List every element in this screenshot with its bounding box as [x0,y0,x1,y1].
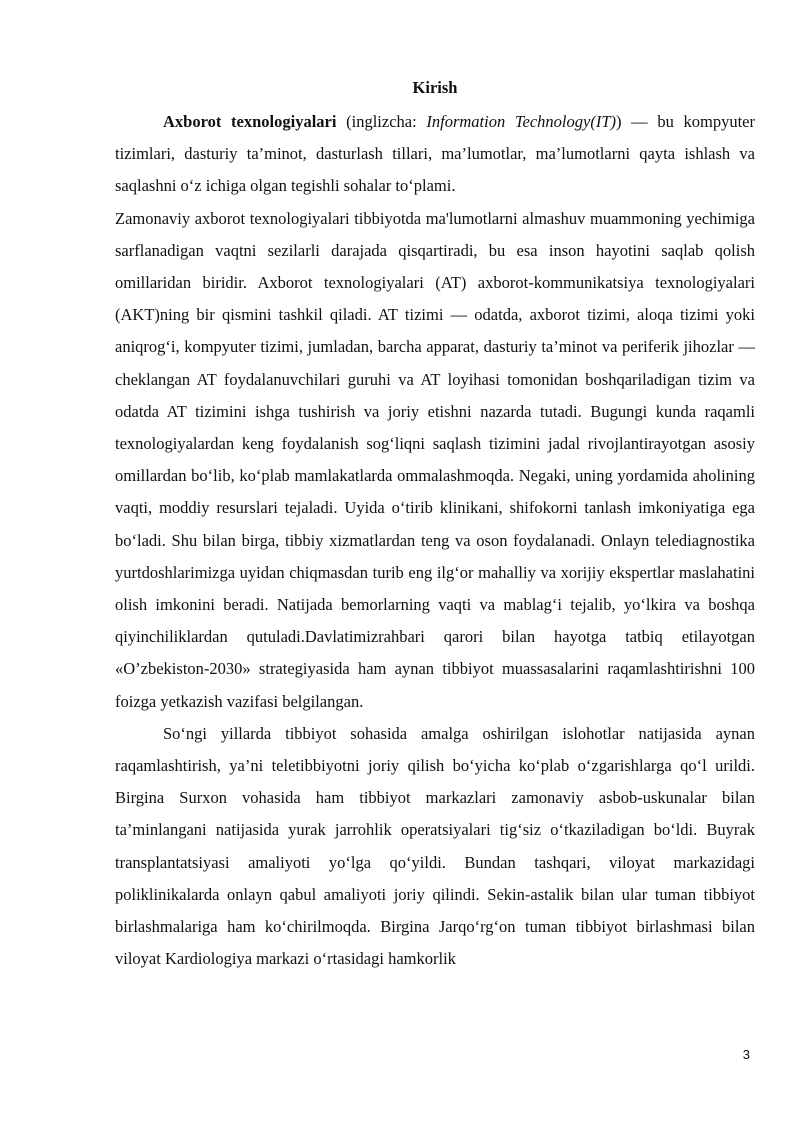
paragraph-songi-yillarda: So‘ngi yillarda tibbiyot sohasida amalga oshirilgan islohotlar natijasida aynan raqamlashtirish, ya’ni teletibbiyotni joriy qilish bo‘yicha ko‘plab o‘zgarishlarga qo‘l urildi. Birgina Surxon vohasida ham tibbiyot markazlari zamonaviy asbob-uskunalar bilan ta’minlangani natijasida yurak jarrohlik operatsiyalari tig‘siz o‘tkaziladigan bo‘ldi. Buyrak transplantatsiyasi amaliyoti yo‘lga qo‘yildi. Bundan tashqari, viloyat markazidagi poliklinikalarda onlayn qabul amaliyoti joriy qilindi. Sekin-astalik bilan ular tuman tibbiyot birlashmalariga ham ko‘chirilmoqda. Birgina Jarqo‘rg‘on tuman tibbiyot birlashmasi bilan viloyat Kardiologiya markazi o‘rtasidagi hamkorlik [115,723,755,969]
page-number: 3 [742,1047,750,1062]
page-title: Kirish [412,78,458,97]
term-axborot-texnologiyalari: Axborot texnologiyalari [163,112,337,131]
paragraph-zamonaviy: Zamonaviy axborot texnologiyalari tibbiyotda ma'lumotlarni almashuv muammoning yechimiga sarflanadigan vaqtni sezilarli darajada qisqartiradi, bu esa inson hayotini saqlab qolish omillaridan biridir. Axborot texnologiyalari (AT) axborot-kommunikatsiya texnologiyalari (AKT)ning bir qismini tashkil qiladi. AT tizimi — odatda, axborot tizimi, aloqa tizimi yoki aniqrog‘i, kompyuter tizimi, jumladan, barcha apparat, dasturiy ta’minot va periferik jihozlar — cheklangan AT foydalanuvchilari guruhi va AT loyihasi tomonidan boshqariladigan tizim va odatda AT tizimini ishga tushirish va joriy etishni nazarda tutadi. Bugungi kunda raqamli texnologiyalardan keng foydalanish sog‘liqni saqlash tizimini jadal rivojlantirayotgan asosiy omillardan bo‘lib, ko‘plab mamlakatlarda ommalashmoqda. Negaki, uning yordamida aholining vaqti, moddiy resurslari tejaladi. Uyida o‘tirib klinikani, shifokorni tanlash imkoniyatiga ega bo‘ladi. Shu bilan birga, tibbiy xizmatlardan teng va oson foydalanadi. Onlayn telediagnostika yurtdoshlarimizga uyidan chiqmasdan turib eng ilg‘or mahalliy va xorijiy ekspertlar maslahatini olish imkonini beradi. Natijada bemorlarning vaqti va mablag‘i tejalib, yo‘lkira va boshqa qiyinchiliklardan qutuladi.Davlatimizrahbari qarori bilan hayotga tatbiq etilayotgan «O’zbekiston-2030» strategiyasida ham aynan tibbiyot muassasalarini raqamlashtirishni 100 foizga yetkazish vazifasi belgilangan. [115,208,755,711]
document-page [115,72,755,975]
paragraph-intro [115,106,755,203]
paragraph-intro-open: (inglizcha: [336,112,427,131]
english-term: Information Technology(IT) [426,112,616,131]
paragraph-intro-rest: ) — bu kompyuter tizimlari, dasturiy ta’minot, dasturlash tillari, ma’lumotlar, ma’lumotlarni qayta ishlash va saqlashni o‘z ichiga olgan tegishli sohalar to‘plami. [115,112,755,196]
